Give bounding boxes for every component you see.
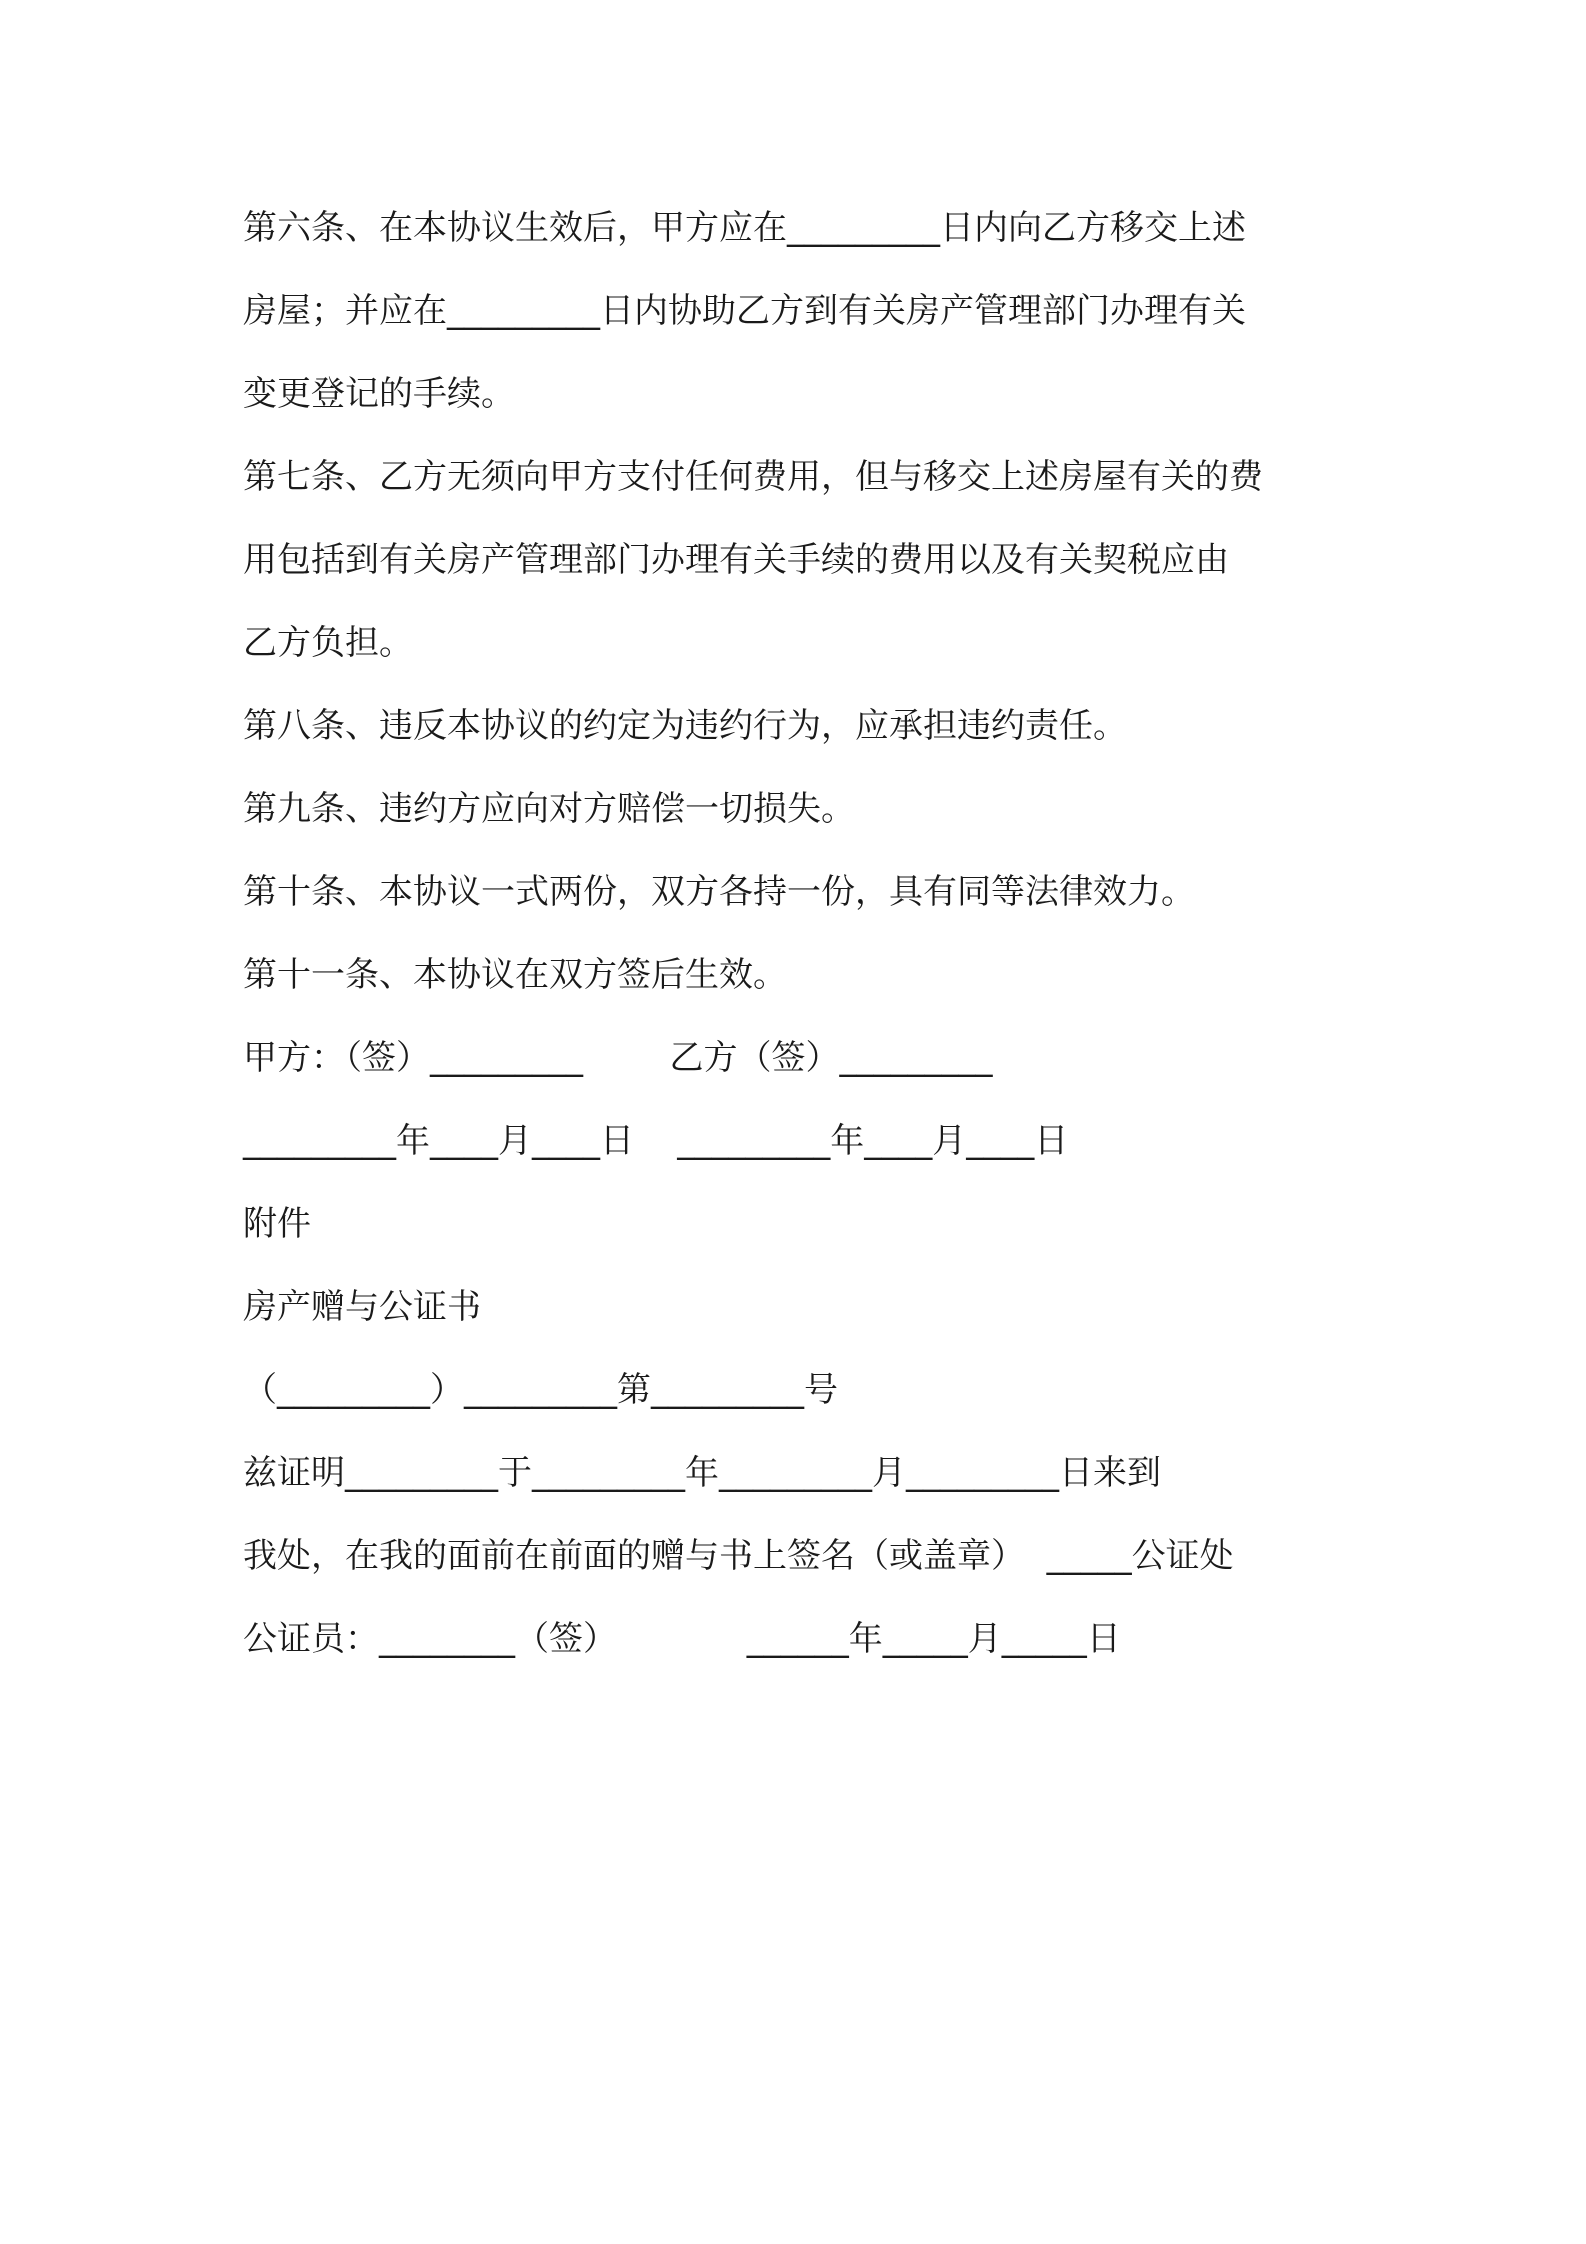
date-line: _________年____月____日 _________年____月____日	[243, 1121, 1069, 1161]
article-6-line-2: 房屋；并应在_________日内协助乙方到有关房产管理部门办理有关	[243, 291, 1246, 331]
notary-signature-line: 公证员：________（签） ______年_____月_____日	[243, 1619, 1121, 1659]
attachment-heading: 附件	[243, 1204, 311, 1244]
certification-line-2: 我处，在我的面前在前面的赠与书上签名（或盖章） _____公证处	[243, 1536, 1234, 1576]
article-7-line-1: 第七条、乙方无须向甲方支付任何费用，但与移交上述房屋有关的费	[243, 457, 1263, 497]
article-6-line-1: 第六条、在本协议生效后，甲方应在_________日内向乙方移交上述	[243, 208, 1246, 248]
article-7-line-2: 用包括到有关房产管理部门办理有关手续的费用以及有关契税应由	[243, 540, 1229, 580]
article-7-line-3: 乙方负担。	[243, 623, 413, 663]
certificate-number-line: （_________）_________第_________号	[243, 1370, 838, 1410]
article-10: 第十条、本协议一式两份，双方各持一份，具有同等法律效力。	[243, 872, 1195, 912]
article-11: 第十一条、本协议在双方签后生效。	[243, 955, 787, 995]
article-9: 第九条、违约方应向对方赔偿一切损失。	[243, 789, 855, 829]
article-6-line-3: 变更登记的手续。	[243, 374, 515, 414]
signature-line: 甲方：（签）_________ 乙方（签）_________	[243, 1038, 993, 1078]
article-8: 第八条、违反本协议的约定为违约行为，应承担违约责任。	[243, 706, 1127, 746]
notarial-certificate-title: 房产赠与公证书	[243, 1287, 481, 1327]
certification-line-1: 兹证明_________于_________年_________月_________日来到	[243, 1453, 1161, 1493]
